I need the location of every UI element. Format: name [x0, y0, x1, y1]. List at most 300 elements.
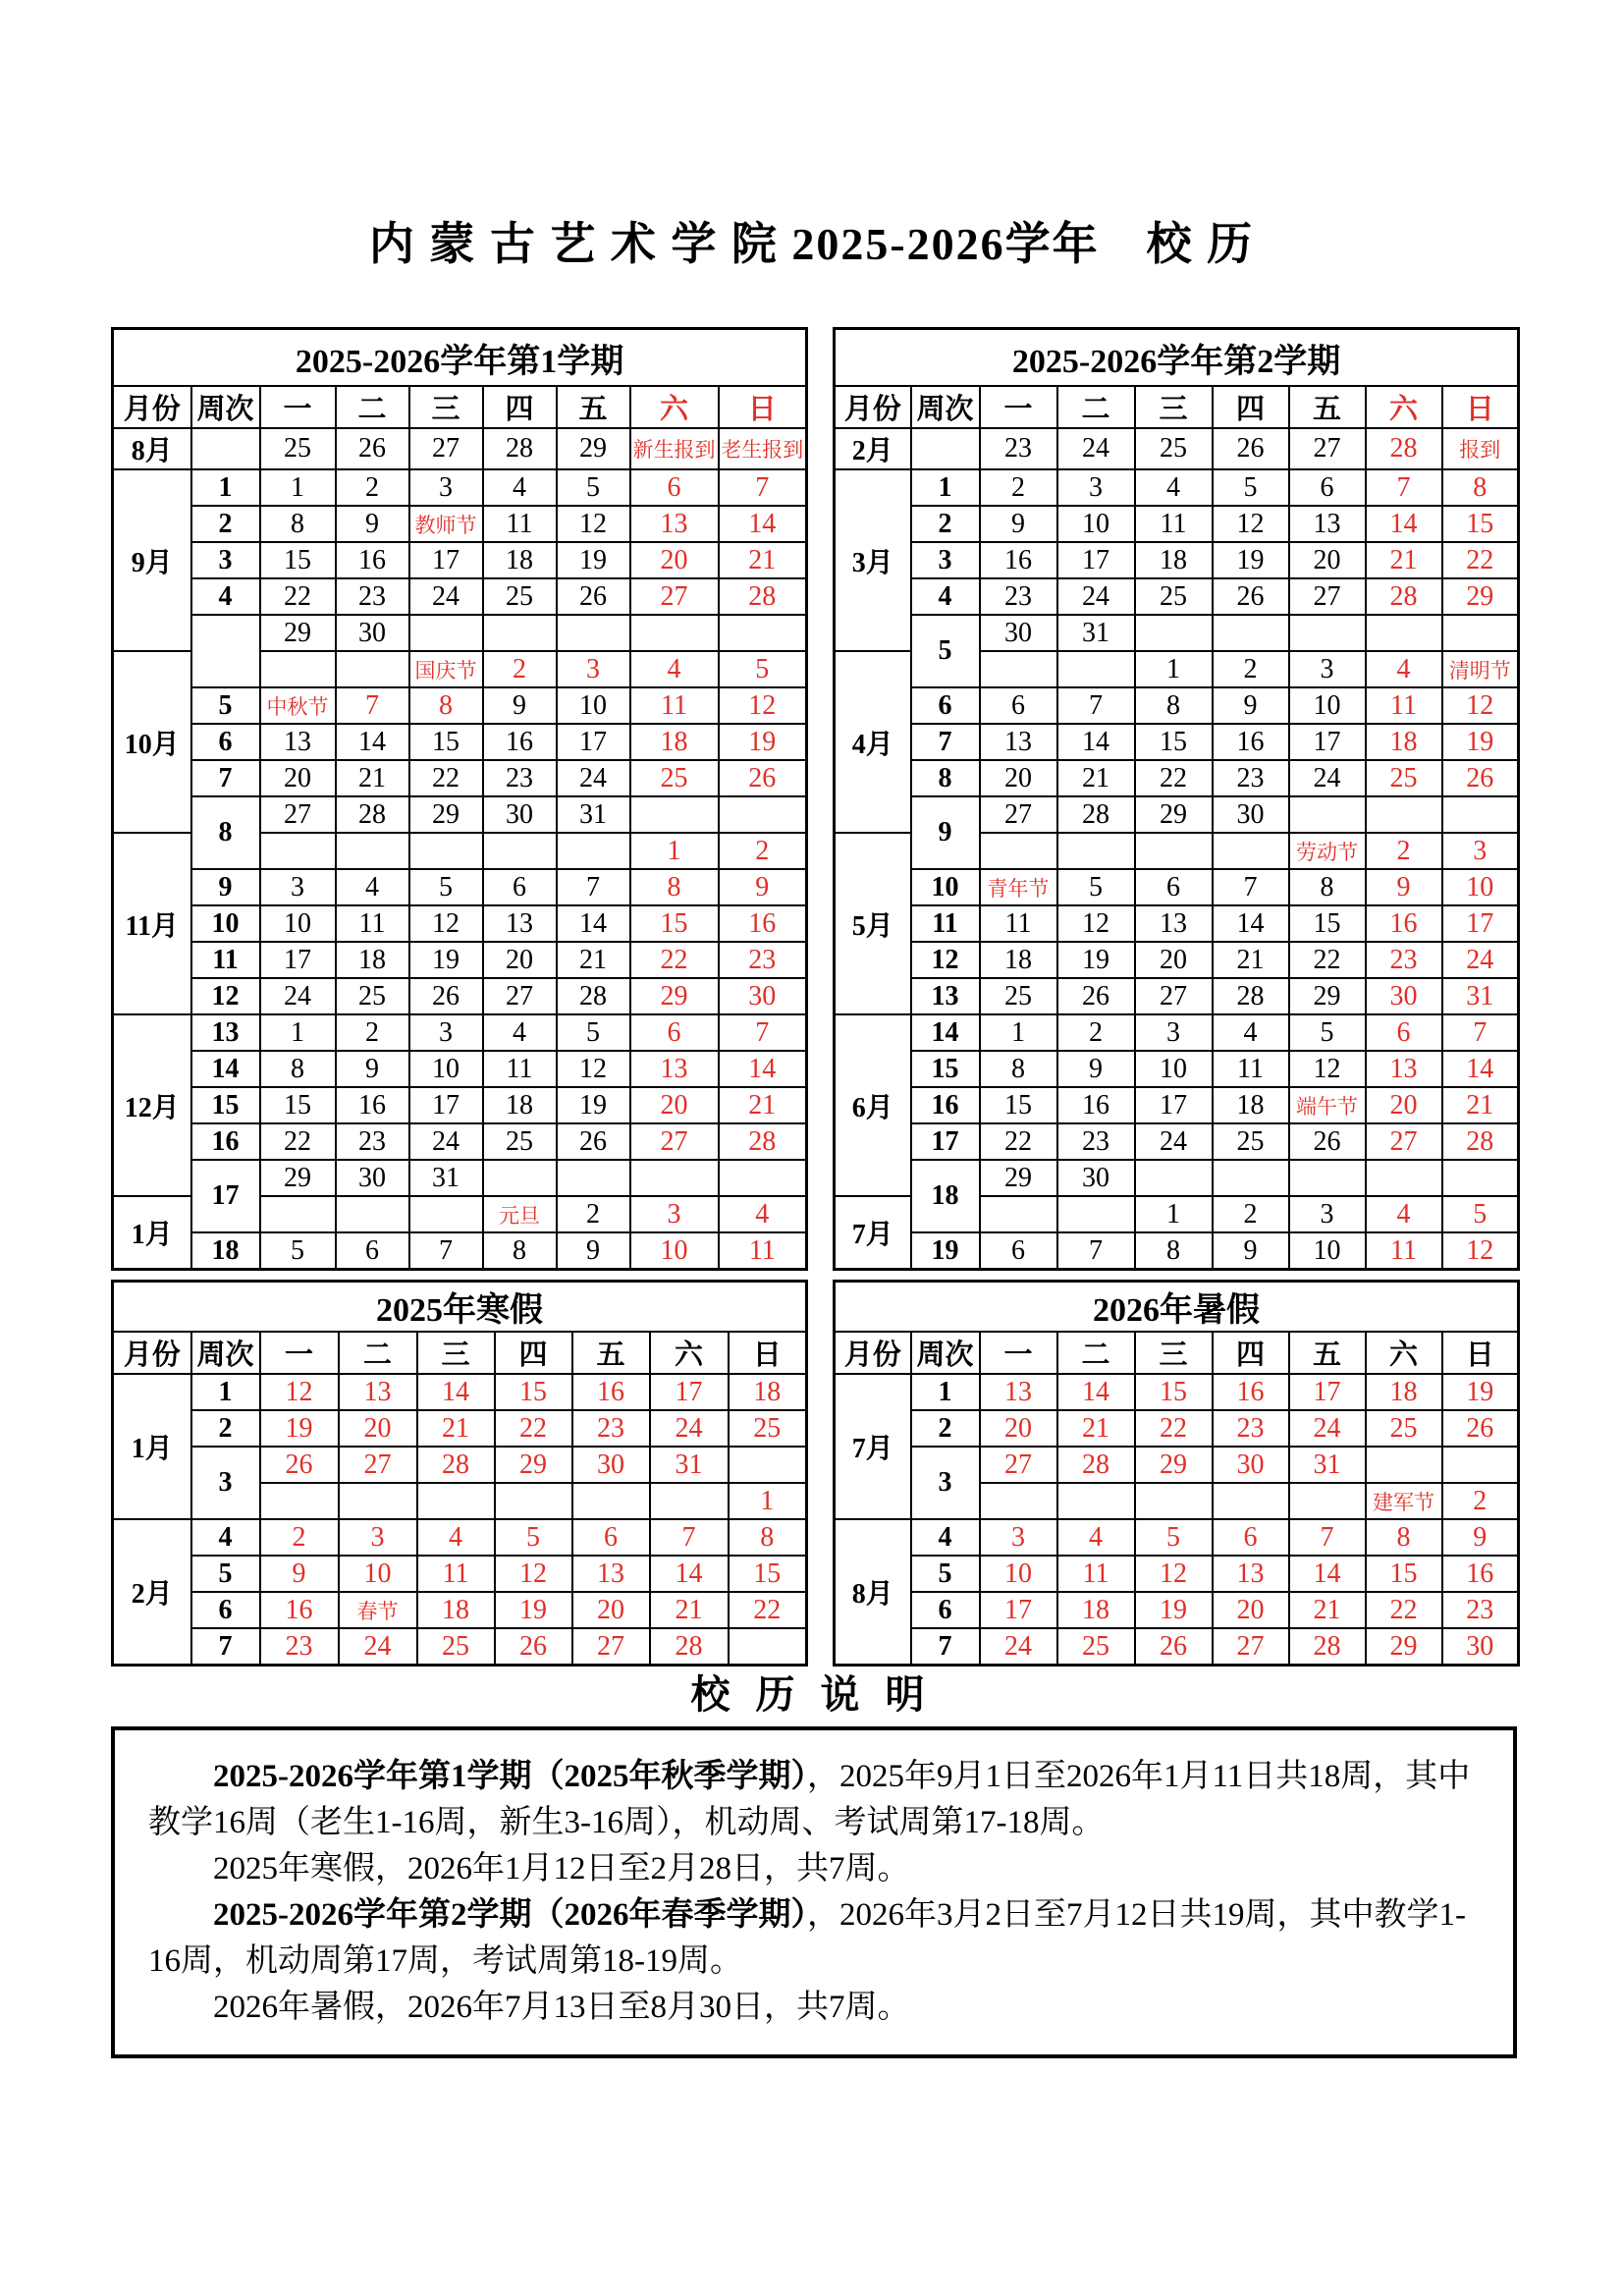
holiday-cell: 报到 [1442, 428, 1519, 469]
day-cell: 14 [336, 724, 409, 760]
week-cell: 17 [191, 1160, 260, 1232]
semester2-calendar [833, 327, 1520, 1271]
day-cell: 19 [719, 724, 807, 760]
day-cell: 23 [336, 578, 409, 615]
day-cell: 12 [557, 1051, 630, 1087]
day-cell: 14 [1057, 1374, 1135, 1410]
day-cell: 3 [409, 1014, 483, 1051]
day-cell: 28 [1366, 578, 1442, 615]
day-cell: 29 [1366, 1628, 1442, 1666]
day-cell: 2 [1213, 1196, 1289, 1232]
day-cell: 6 [1289, 469, 1366, 506]
day-cell: 12 [409, 905, 483, 942]
day-cell: 1 [260, 1014, 336, 1051]
day-cell: 20 [1213, 1592, 1289, 1628]
week-cell: 8 [191, 796, 260, 869]
day-cell: 21 [650, 1592, 729, 1628]
day-cell: 11 [719, 1232, 807, 1270]
empty-cell [980, 651, 1057, 687]
week-cell: 3 [911, 1447, 980, 1519]
day-cell: 31 [1057, 615, 1135, 651]
day-cell: 14 [1057, 724, 1135, 760]
day-cell: 1 [1135, 1196, 1213, 1232]
day-cell: 28 [557, 978, 630, 1014]
week-column-header: 周次 [911, 1332, 980, 1374]
day-cell: 15 [409, 724, 483, 760]
day-cell: 20 [260, 760, 336, 796]
week-cell: 14 [911, 1014, 980, 1051]
week-cell [911, 428, 980, 469]
day-cell: 15 [1135, 1374, 1213, 1410]
day-cell: 16 [336, 1087, 409, 1123]
day-cell: 23 [1442, 1592, 1519, 1628]
empty-cell [1289, 1160, 1366, 1196]
week-cell: 7 [191, 760, 260, 796]
day-cell: 9 [1366, 869, 1442, 905]
note-paragraph [148, 1846, 1480, 1892]
empty-cell [336, 833, 409, 869]
day-cell: 24 [557, 760, 630, 796]
day-cell: 15 [260, 542, 336, 578]
day-cell: 4 [630, 651, 719, 687]
day-cell: 7 [1213, 869, 1289, 905]
day-cell: 13 [630, 1051, 719, 1087]
day-header: 六 [630, 386, 719, 428]
day-header: 四 [1213, 386, 1289, 428]
day-cell: 15 [260, 1087, 336, 1123]
day-cell: 4 [1057, 1519, 1135, 1556]
day-cell: 25 [1135, 428, 1213, 469]
day-cell: 23 [260, 1628, 339, 1666]
day-cell: 17 [980, 1592, 1057, 1628]
day-header: 一 [260, 1332, 339, 1374]
day-cell: 29 [260, 1160, 336, 1196]
week-cell [191, 615, 260, 687]
day-header: 五 [1289, 386, 1366, 428]
empty-cell [1366, 615, 1442, 651]
calendar-table [833, 327, 1520, 1271]
day-cell: 30 [980, 615, 1057, 651]
empty-cell [980, 1483, 1057, 1519]
day-cell: 13 [483, 905, 557, 942]
holiday-cell: 新生报到 [630, 428, 719, 469]
day-cell: 19 [260, 1410, 339, 1447]
day-cell: 21 [417, 1410, 495, 1447]
day-cell: 31 [1442, 978, 1519, 1014]
day-cell: 26 [1442, 760, 1519, 796]
day-cell: 24 [1135, 1123, 1213, 1160]
day-cell: 24 [409, 1123, 483, 1160]
day-cell: 10 [409, 1051, 483, 1087]
week-cell: 2 [911, 506, 980, 542]
day-cell: 2 [1057, 1014, 1135, 1051]
day-cell: 19 [1213, 542, 1289, 578]
day-cell: 22 [1135, 760, 1213, 796]
day-cell: 24 [1057, 428, 1135, 469]
day-cell: 24 [339, 1628, 417, 1666]
day-cell: 27 [1213, 1628, 1289, 1666]
day-cell: 4 [719, 1196, 807, 1232]
day-cell: 25 [483, 578, 557, 615]
day-cell: 15 [1289, 905, 1366, 942]
day-cell: 27 [630, 1123, 719, 1160]
note-text: ，2026年3月2日至7月12日共19周，其中教学1-16周，机动周第17周，考试周第18-19周。 [148, 1897, 1466, 1979]
holiday-cell: 劳动节 [1289, 833, 1366, 869]
day-cell: 5 [557, 1014, 630, 1051]
day-cell: 17 [260, 942, 336, 978]
calendar-table [111, 327, 808, 1271]
notes-box [111, 1726, 1517, 2058]
day-cell: 21 [1213, 942, 1289, 978]
notes-title: 校 历 说 明 [690, 1672, 933, 1717]
day-cell: 22 [630, 942, 719, 978]
day-cell: 16 [336, 542, 409, 578]
day-cell: 16 [1213, 724, 1289, 760]
day-cell: 22 [980, 1123, 1057, 1160]
day-cell: 21 [1289, 1592, 1366, 1628]
week-column-header: 周次 [191, 386, 260, 428]
day-cell: 14 [1442, 1051, 1519, 1087]
day-cell: 7 [557, 869, 630, 905]
day-cell: 28 [1057, 796, 1135, 833]
day-cell: 8 [1135, 1232, 1213, 1270]
empty-cell [483, 1160, 557, 1196]
empty-cell [1135, 1483, 1213, 1519]
week-cell: 5 [191, 687, 260, 724]
day-cell: 25 [630, 760, 719, 796]
day-header: 五 [572, 1332, 650, 1374]
day-header: 六 [650, 1332, 729, 1374]
day-cell: 29 [557, 428, 630, 469]
day-cell: 10 [1442, 869, 1519, 905]
week-cell: 1 [191, 469, 260, 506]
day-cell: 25 [729, 1410, 807, 1447]
empty-cell [417, 1483, 495, 1519]
day-cell: 17 [1135, 1087, 1213, 1123]
holiday-cell: 清明节 [1442, 651, 1519, 687]
day-cell: 26 [495, 1628, 572, 1666]
day-cell: 5 [719, 651, 807, 687]
day-cell: 24 [1057, 578, 1135, 615]
day-cell: 25 [980, 978, 1057, 1014]
day-cell: 8 [260, 1051, 336, 1087]
day-header: 二 [1057, 386, 1135, 428]
empty-cell [1057, 833, 1135, 869]
day-cell: 8 [1366, 1519, 1442, 1556]
day-header: 一 [980, 386, 1057, 428]
empty-cell [1135, 1160, 1213, 1196]
week-cell: 6 [191, 1592, 260, 1628]
day-cell: 28 [1213, 978, 1289, 1014]
day-cell: 18 [336, 942, 409, 978]
day-cell: 14 [557, 905, 630, 942]
day-cell: 12 [1442, 1232, 1519, 1270]
day-cell: 5 [409, 869, 483, 905]
empty-cell [1057, 1483, 1135, 1519]
day-cell: 27 [339, 1447, 417, 1483]
week-cell: 9 [911, 796, 980, 869]
week-cell: 6 [191, 724, 260, 760]
day-cell: 18 [729, 1374, 807, 1410]
empty-cell [557, 1160, 630, 1196]
day-cell: 6 [1135, 869, 1213, 905]
week-cell: 3 [911, 542, 980, 578]
day-cell: 25 [1057, 1628, 1135, 1666]
day-cell: 19 [557, 1087, 630, 1123]
day-cell: 26 [1289, 1123, 1366, 1160]
empty-cell [1442, 1447, 1519, 1483]
day-cell: 25 [336, 978, 409, 1014]
day-cell: 17 [409, 1087, 483, 1123]
day-cell: 30 [1442, 1628, 1519, 1666]
day-cell: 20 [572, 1592, 650, 1628]
day-cell: 31 [557, 796, 630, 833]
day-cell: 14 [1213, 905, 1289, 942]
day-cell: 25 [1213, 1123, 1289, 1160]
empty-cell [1057, 1196, 1135, 1232]
day-cell: 6 [980, 687, 1057, 724]
day-cell: 22 [729, 1592, 807, 1628]
day-cell: 16 [980, 542, 1057, 578]
day-cell: 3 [1057, 469, 1135, 506]
day-cell: 25 [483, 1123, 557, 1160]
day-cell: 23 [719, 942, 807, 978]
note-paragraph [148, 1985, 1480, 2031]
day-cell: 2 [336, 469, 409, 506]
day-cell: 8 [260, 506, 336, 542]
day-cell: 26 [719, 760, 807, 796]
day-cell: 5 [260, 1232, 336, 1270]
day-cell: 16 [1057, 1087, 1135, 1123]
month-column-header: 月份 [835, 1332, 911, 1374]
day-cell: 18 [483, 1087, 557, 1123]
month-cell: 9月 [113, 469, 191, 651]
day-cell: 13 [630, 506, 719, 542]
day-cell: 8 [483, 1232, 557, 1270]
empty-cell [1135, 615, 1213, 651]
day-cell: 10 [339, 1556, 417, 1592]
day-cell: 7 [336, 687, 409, 724]
day-cell: 23 [980, 578, 1057, 615]
day-cell: 13 [1135, 905, 1213, 942]
day-cell: 17 [1442, 905, 1519, 942]
day-cell: 6 [980, 1232, 1057, 1270]
day-cell: 27 [572, 1628, 650, 1666]
day-cell: 2 [557, 1196, 630, 1232]
day-cell: 9 [557, 1232, 630, 1270]
day-cell: 10 [630, 1232, 719, 1270]
day-cell: 21 [719, 542, 807, 578]
day-cell: 27 [1135, 978, 1213, 1014]
day-cell: 30 [336, 1160, 409, 1196]
week-cell: 4 [191, 578, 260, 615]
week-cell: 16 [911, 1087, 980, 1123]
empty-cell [729, 1447, 807, 1483]
day-cell: 12 [495, 1556, 572, 1592]
day-header: 四 [483, 386, 557, 428]
day-cell: 13 [339, 1374, 417, 1410]
note-bold-lead: 2025-2026学年第1学期（2025年秋季学期） [213, 1759, 807, 1794]
week-cell: 5 [911, 615, 980, 687]
empty-cell [1366, 1447, 1442, 1483]
day-cell: 7 [1289, 1519, 1366, 1556]
day-cell: 24 [409, 578, 483, 615]
week-cell: 4 [911, 578, 980, 615]
day-header: 一 [980, 1332, 1057, 1374]
day-cell: 28 [1442, 1123, 1519, 1160]
day-header: 三 [409, 386, 483, 428]
day-cell: 16 [1442, 1556, 1519, 1592]
day-cell: 25 [1135, 578, 1213, 615]
day-cell: 19 [1057, 942, 1135, 978]
day-cell: 22 [1135, 1410, 1213, 1447]
day-cell: 18 [417, 1592, 495, 1628]
day-header: 二 [336, 386, 409, 428]
day-cell: 29 [1289, 978, 1366, 1014]
note-paragraph [148, 1892, 1480, 1985]
day-cell: 1 [260, 469, 336, 506]
holiday-cell: 建军节 [1366, 1483, 1442, 1519]
day-cell: 13 [260, 724, 336, 760]
week-cell: 6 [911, 687, 980, 724]
week-cell: 1 [911, 1374, 980, 1410]
empty-cell [1213, 1160, 1289, 1196]
day-cell: 4 [1213, 1014, 1289, 1051]
day-cell: 28 [1057, 1447, 1135, 1483]
day-cell: 10 [557, 687, 630, 724]
day-cell: 10 [1289, 1232, 1366, 1270]
day-cell: 20 [980, 760, 1057, 796]
empty-cell [483, 615, 557, 651]
week-cell: 19 [911, 1232, 980, 1270]
day-cell: 30 [572, 1447, 650, 1483]
day-cell: 28 [1289, 1628, 1366, 1666]
day-header: 日 [729, 1332, 807, 1374]
holiday-cell: 春节 [339, 1592, 417, 1628]
empty-cell [1135, 833, 1213, 869]
empty-cell [409, 833, 483, 869]
day-cell: 5 [1135, 1519, 1213, 1556]
day-cell: 9 [1213, 687, 1289, 724]
day-cell: 11 [1213, 1051, 1289, 1087]
empty-cell [495, 1483, 572, 1519]
day-cell: 14 [417, 1374, 495, 1410]
day-cell: 17 [409, 542, 483, 578]
day-cell: 17 [650, 1374, 729, 1410]
day-cell: 18 [1366, 1374, 1442, 1410]
day-cell: 27 [1366, 1123, 1442, 1160]
day-cell: 3 [980, 1519, 1057, 1556]
day-cell: 13 [980, 724, 1057, 760]
day-cell: 27 [1289, 428, 1366, 469]
empty-cell [650, 1483, 729, 1519]
week-cell: 14 [191, 1051, 260, 1087]
day-cell: 20 [630, 542, 719, 578]
day-header: 日 [719, 386, 807, 428]
day-header: 四 [1213, 1332, 1289, 1374]
day-cell: 11 [630, 687, 719, 724]
month-cell: 8月 [835, 1519, 911, 1666]
day-cell: 11 [417, 1556, 495, 1592]
week-cell: 18 [911, 1160, 980, 1232]
empty-cell [1289, 1483, 1366, 1519]
week-cell: 5 [911, 1556, 980, 1592]
week-cell: 10 [191, 905, 260, 942]
day-cell: 9 [1057, 1051, 1135, 1087]
day-cell: 25 [417, 1628, 495, 1666]
note-text: 2025年寒假，2026年1月12日至2月28日，共7周。 [213, 1851, 910, 1886]
empty-cell [1213, 1483, 1289, 1519]
day-cell: 2 [719, 833, 807, 869]
week-cell: 7 [191, 1628, 260, 1666]
day-cell: 2 [980, 469, 1057, 506]
empty-cell [260, 1196, 336, 1232]
day-header: 日 [1442, 386, 1519, 428]
empty-cell [1289, 615, 1366, 651]
day-cell: 12 [1135, 1556, 1213, 1592]
week-cell: 1 [191, 1374, 260, 1410]
day-cell: 25 [260, 428, 336, 469]
day-cell: 21 [1442, 1087, 1519, 1123]
page-title: 内 蒙 古 艺 术 学 院 2025-2026学年 校 历 [368, 219, 1255, 269]
day-cell: 27 [1289, 578, 1366, 615]
empty-cell [1289, 796, 1366, 833]
day-cell: 23 [1057, 1123, 1135, 1160]
day-cell: 30 [719, 978, 807, 1014]
day-cell: 27 [409, 428, 483, 469]
empty-cell [980, 1196, 1057, 1232]
day-cell: 24 [260, 978, 336, 1014]
empty-cell [729, 1628, 807, 1666]
day-cell: 12 [1442, 687, 1519, 724]
empty-cell [719, 796, 807, 833]
day-cell: 2 [1213, 651, 1289, 687]
month-cell: 10月 [113, 651, 191, 833]
day-cell: 10 [980, 1556, 1057, 1592]
day-cell: 18 [1213, 1087, 1289, 1123]
empty-cell [1442, 796, 1519, 833]
day-cell: 15 [1366, 1556, 1442, 1592]
day-cell: 1 [630, 833, 719, 869]
day-cell: 17 [1289, 724, 1366, 760]
month-cell: 2月 [835, 428, 911, 469]
week-cell: 18 [191, 1232, 260, 1270]
day-cell: 5 [557, 469, 630, 506]
day-cell: 4 [1366, 1196, 1442, 1232]
day-cell: 26 [1213, 428, 1289, 469]
day-cell: 28 [719, 1123, 807, 1160]
day-cell: 20 [1135, 942, 1213, 978]
empty-cell [572, 1483, 650, 1519]
day-cell: 14 [719, 1051, 807, 1087]
week-cell: 1 [911, 469, 980, 506]
day-cell: 26 [557, 578, 630, 615]
month-cell: 8月 [113, 428, 191, 469]
day-cell: 8 [409, 687, 483, 724]
month-cell: 6月 [835, 1014, 911, 1196]
week-cell: 13 [191, 1014, 260, 1051]
day-header: 五 [557, 386, 630, 428]
day-cell: 8 [1442, 469, 1519, 506]
day-cell: 27 [980, 1447, 1057, 1483]
day-cell: 18 [1057, 1592, 1135, 1628]
calendar-table [111, 1280, 808, 1667]
day-cell: 26 [557, 1123, 630, 1160]
week-cell: 11 [911, 905, 980, 942]
day-cell: 12 [1213, 506, 1289, 542]
day-cell: 28 [1366, 428, 1442, 469]
week-cell: 2 [911, 1410, 980, 1447]
